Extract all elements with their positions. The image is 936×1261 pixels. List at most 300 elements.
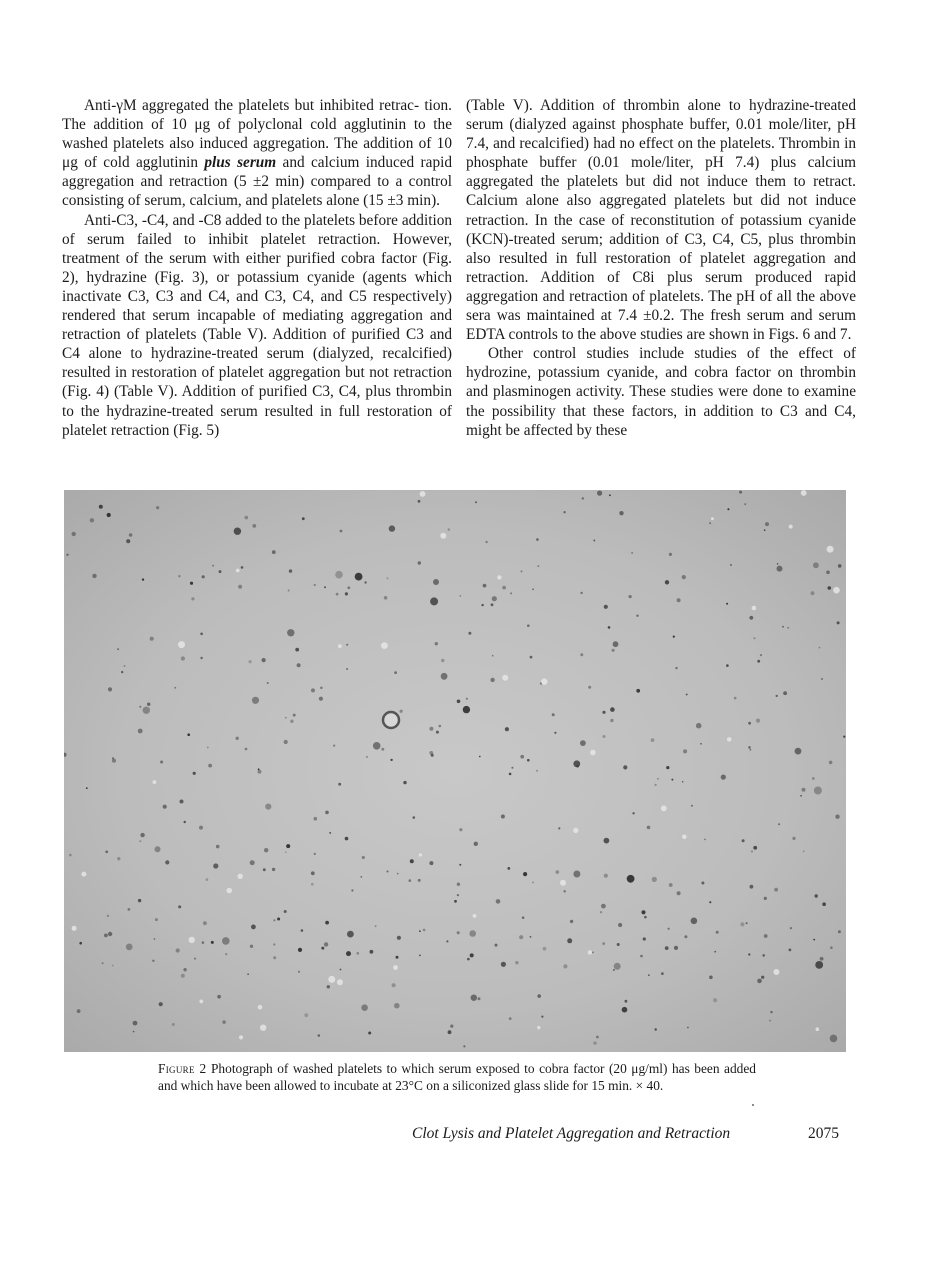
platelet-dot [285,717,287,719]
platelet-dot [826,571,830,575]
platelet-dot [345,592,348,595]
platelet-dot [288,590,290,592]
platelet-dot [265,804,271,810]
platelet-dot [665,946,669,950]
platelet-dot [470,953,474,957]
platelet-dot [346,644,348,646]
platelet-dot [457,894,459,896]
platelet-dot [530,936,532,938]
platelet-dot [502,586,506,590]
platelet-dot [285,851,287,853]
text-line: ±2 min) compared to a control consisting of serum, [62,173,452,210]
platelet-dot [619,511,623,515]
platelet-dot [742,839,745,842]
platelet-dot [459,828,462,831]
platelet-dot [112,757,114,759]
platelet-halo [189,937,195,943]
platelet-dot [222,1020,225,1023]
platelet-dot [206,878,209,881]
platelet-dot [838,564,842,568]
platelet-dot [459,864,461,866]
platelet-dot [413,816,416,819]
platelet-dot [573,760,580,767]
platelet-dot [403,781,406,784]
platelet-dot [792,837,795,840]
platelet-dot [783,691,787,695]
platelet-dot [750,885,754,889]
platelet-dot [510,592,512,594]
platelet-dot [648,974,650,976]
platelet-dot [603,735,606,738]
platelet-halo [260,1025,266,1031]
platelet-dot [450,1025,453,1028]
platelet-dot [471,995,477,1001]
platelet-dot [448,528,450,530]
platelet-dot [492,596,497,601]
platelet-dot [822,902,826,906]
platelet-dot [126,944,133,951]
platelet-dot [102,962,104,964]
platelet-dot [238,585,242,589]
platelet-dot [588,686,591,689]
platelet-dot [250,860,255,865]
platelet-dot [661,972,664,975]
platelet-dot [669,553,672,556]
platelet-dot [314,853,316,855]
platelet-dot [617,943,620,946]
platelet-dot [467,958,470,961]
platelet-dot [507,867,510,870]
platelet-dot [601,904,606,909]
platelet-halo [328,976,335,983]
platelet-dot [669,883,673,887]
platelet-dot [666,766,669,769]
platelet-dot [311,688,315,692]
platelet-dot [618,923,622,927]
platelet-dot [789,949,792,952]
platelet-dot [441,673,448,680]
platelet-dot [150,637,154,641]
platelet-dot [485,541,487,543]
platelet-dot [567,938,572,943]
platelet-dot [429,727,433,731]
platelet-dot [397,873,399,875]
platelet-dot [191,597,194,600]
platelet-dot [774,888,778,892]
platelet-dot [509,1017,512,1020]
platelet-dot [436,731,439,734]
right-text-column [466,96,856,440]
platelet-dot [138,729,143,734]
platelet-dot [520,755,524,759]
platelet-dot [709,976,713,980]
platelet-dot [104,934,108,938]
platelet-dot [604,838,610,844]
micrograph-particles [64,490,846,1052]
platelet-halo [72,926,77,931]
platelet-dot [495,944,498,947]
platelet-dot [640,955,643,958]
platelet-micrograph [64,490,846,1052]
platelet-dot [187,733,190,736]
platelet-dot [730,564,732,566]
platelet-dot [612,649,615,652]
platelet-dot [821,678,823,680]
platelet-dot [573,871,580,878]
platelet-dot [764,934,768,938]
platelet-dot [392,983,396,987]
platelet-dot [90,518,94,522]
platelet-dot [820,957,824,961]
figure-label: Figure 2 [158,1061,207,1076]
platelet-dot [713,998,717,1002]
platelet-dot [521,570,523,572]
platelet-halo [827,546,834,553]
platelet-dot [99,505,103,509]
platelet-dot [837,621,840,624]
platelet-dot [753,846,757,850]
platelet-dot [396,956,399,959]
platelet-dot [117,648,119,650]
platelet-halo [238,874,243,879]
platelet-dot [361,1004,368,1011]
platelet-dot [429,861,433,865]
platelet-dot [746,922,748,924]
platelet-dot [602,942,605,945]
platelet-dot [643,937,646,940]
platelet-dot [532,882,534,884]
platelet-dot [597,491,602,496]
platelet-halo [661,805,667,811]
platelet-dot [165,860,169,864]
platelet-dot [675,667,677,669]
platelet-dot [219,570,222,573]
platelet-dot [364,581,366,583]
platelet-dot [765,522,769,526]
platelet-dot [519,935,523,939]
platelet-dot [433,579,439,585]
platelet-dot [418,500,421,503]
platelet-dot [355,573,363,581]
platelet-dot [435,642,438,645]
platelet-dot [622,1007,628,1013]
platelet-halo [153,780,157,784]
platelet-dot [222,937,230,945]
platelet-dot [580,740,586,746]
platelet-halo [752,606,757,611]
platelet-dot [375,925,377,927]
platelet-dot [362,856,365,859]
platelet-dot [107,915,109,917]
platelet-dot [314,584,316,586]
platelet-dot [207,747,209,749]
platelet-dot [748,722,751,725]
platelet-dot [72,532,76,536]
platelet-dot [684,935,687,938]
platelet-dot [142,578,144,580]
page-number: 2075 [808,1125,839,1142]
platelet-dot [762,954,765,957]
platelet-dot [430,597,438,605]
platelet-dot [632,812,634,814]
platelet-dot [190,582,193,585]
platelet-dot [726,664,729,667]
platelet-dot [159,1002,163,1006]
platelet-dot [830,946,833,949]
platelet-halo [711,517,714,520]
platelet-dot [491,603,494,606]
platelet-dot [147,703,150,706]
platelet-dot [665,580,669,584]
right-paragraph-2: Other control studies include studies of the effect of hydrozine, potassium cyanide, and cobra factor on thrombin and plasminogen activity. These studies were done to examine the possibility that these factors, in addition to C3 and C4, might be affected by these [466,345,856,439]
platelet-halo [682,835,687,840]
platelet-dot [479,756,481,758]
platelet-dot [174,687,176,689]
platelet-dot [346,668,348,670]
platelet-dot [176,948,180,952]
platelet-dot [714,951,716,953]
platelet-dot [324,586,326,588]
platelet-dot [563,964,567,968]
platelet-dot [674,946,678,950]
platelet-dot [247,973,249,975]
platelet-dot [536,538,539,541]
platelet-dot [107,513,111,517]
platelet-dot [69,854,72,857]
platelet-dot [152,960,154,962]
platelet-dot [400,710,403,713]
platelet-halo [236,569,240,573]
platelet-dot [311,871,315,875]
platelet-dot [347,586,350,589]
platelet-dot [819,647,821,649]
platelet-dot [178,905,181,908]
platelet-dot [181,974,185,978]
platelet-dot [463,706,470,713]
platelet-dot [523,872,527,876]
platelet-halo [393,965,398,970]
platelet-dot [709,901,711,903]
platelet-dot [835,815,839,819]
platelet-dot [457,931,460,934]
platelet-dot [117,857,120,860]
platelet-dot [140,833,144,837]
platelet-dot [410,859,414,863]
figure-caption-text: Photograph of washed platelets to which serum exposed to cobra factor (20 μg/ml) has been added and which have been allowed to incubate at 23°C on a siliconized glass slide for 15 min. × 40. [158,1061,756,1093]
platelet-dot [721,775,726,780]
platelet-dot [756,719,760,723]
platelet-dot [126,539,130,543]
platelet-dot [463,1045,465,1047]
platelet-dot [802,788,806,792]
platelet-dot [790,927,792,929]
platelet-dot [249,660,252,663]
platelet-dot [757,660,760,663]
platelet-dot [286,844,290,848]
platelet-dot [511,767,513,769]
platelet-dot [143,707,150,714]
platelet-dot [608,626,611,629]
platelet-dot [830,1035,838,1043]
platelet-dot [92,574,96,578]
left-text-column [62,96,452,440]
platelet-dot [155,846,161,852]
platelet-dot [641,910,645,914]
platelet-halo [816,1027,820,1031]
platelet-dot [682,575,686,579]
platelet-dot [629,595,632,598]
platelet-halo [178,641,185,648]
platelet-dot [64,753,67,757]
platelet-dot [505,727,509,731]
platelet-dot [593,540,595,542]
platelet-dot [800,795,802,797]
platelet-halo [440,533,446,539]
platelet-dot [668,928,670,930]
platelet-dot [760,654,762,656]
platelet-dot [682,781,684,783]
platelet-dot [236,737,239,740]
platelet-dot [314,817,318,821]
platelet-dot [812,777,815,780]
platelet-dot [272,868,275,871]
platelet-dot [687,1027,689,1029]
platelet-dot [86,787,88,789]
platelet-dot [345,837,349,841]
platelet-dot [748,953,750,955]
platelet-dot [200,633,203,636]
platelet-dot [320,687,323,690]
platelet-dot [302,517,305,520]
platelet-dot [181,656,185,660]
platelet-dot [744,503,746,505]
platelet-dot [194,958,196,960]
platelet-dot [686,694,688,696]
platelet-dot [764,529,766,531]
platelet-dot [128,908,131,911]
platelet-halo [573,828,578,833]
platelet-dot [133,1031,135,1033]
platelet-dot [753,637,755,639]
platelet-halo [541,678,547,684]
platelet-dot [596,1036,599,1039]
platelet-dot [468,632,471,635]
platelet-dot [429,751,433,755]
platelet-dot [357,952,360,955]
platelet-dot [610,719,613,722]
platelet-halo [502,675,508,681]
platelet-dot [202,575,205,578]
platelet-dot [815,961,823,969]
platelet-dot [750,749,752,751]
platelet-dot [537,994,541,998]
platelet-dot [481,604,483,606]
platelet-dot [250,945,253,948]
platelet-dot [419,930,421,932]
platelet-dot [338,783,341,786]
platelet-dot [446,940,448,942]
platelet-dot [651,738,655,742]
platelet-dot [289,569,292,572]
platelet-dot [522,916,525,919]
right-paragraph-1: (Table V). Addition of thrombin alone to hydrazine-treated serum (dialyzed against phosphate buffer, 0.01 mole/liter, pH 7.4, and recalcified) had no effect on the platelets. Thrombin in phosphate buffer (0.01 mole/liter, pH 7.4) plus calcium aggregated the platelets but did not induce them to retract. Calcium alone also aggregated platelets but did not induce retraction. In the case of reconstitution of potassium cyanide (KCN)-treated serum; addition of C3, C4, C5, plus thrombin also resulted in full restoration of platelet aggregation and retraction. Addition of C8i plus serum produced rapid aggregation and retraction of platelets. The pH of all the above sera was maintained at 7.4 ±0.2. The fresh serum and serum EDTA controls to the above studies are shown in Figs. 6 and 7. [466,97,856,344]
platelet-dot [258,768,260,770]
platelet-dot [133,1021,138,1026]
platelet-dot [457,883,460,886]
platelet-dot [530,656,533,659]
platelet-dot [193,772,196,775]
platelet-dot [409,879,412,882]
platelet-dot [610,707,615,712]
platelet-dot [558,827,560,829]
platelet-dot [394,671,397,674]
platelet-dot [112,965,114,967]
platelet-dot [368,1032,371,1035]
platelet-dot [327,985,330,988]
platelet-dot [709,522,711,524]
platelet-dot [613,969,615,971]
platelet-dot [478,997,481,1000]
platelet-dot [751,850,753,852]
platelet-dot [636,615,638,617]
platelet-dot [121,671,123,673]
platelet-dot [251,925,256,930]
platelet-dot [454,900,457,903]
platelet-dot [389,525,395,531]
platelet-dot [726,603,728,605]
platelet-dot [245,516,249,520]
platelet-dot [105,851,108,854]
text-line: to the washed platelets also induced aggregation. The [62,116,452,153]
platelet-dot [748,746,751,749]
platelet-dot [77,1009,81,1013]
platelet-dot [351,889,353,891]
platelet-dot [704,839,706,841]
platelet-dot [469,930,476,937]
platelet-dot [66,554,68,556]
platelet-dot [180,800,184,804]
platelet-dot [813,562,819,568]
platelet-dot [290,720,293,723]
platelet-halo [381,642,388,649]
platelet-dot [272,550,276,554]
platelet-dot [298,948,302,952]
platelet-dot [696,723,702,729]
platelet-dot [814,787,822,795]
platelet-dot [580,592,582,594]
running-head: Clot Lysis and Platelet Aggregation and Retraction [412,1125,731,1142]
platelet-halo [727,737,732,742]
platelet-dot [267,682,269,684]
platelet-dot [273,943,275,945]
platelet-dot [501,815,505,819]
left-paragraph-2: Anti-C3, -C4, and -C8 added to the platelets before addition of serum failed to inhibit platelet retraction. However, treatment of the serum with either purified cobra factor (Fig. 2), hydrazine (Fig. 3), or potassium cyanide (agents which inactivate C3, C3 and C4, and C3, C4, and C5 respectively) rendered that serum incapable of mediating aggregation and retraction of platelets (Table V). Addition of purified C3 and C4 alone to hydrazine-treated serum (dialyzed, recalcified) resulted in restoration of platelet aggregation but not retraction (Fig. 4) (Table V). Addition of purified C3, C4, plus thrombin to the hydrazine-treated serum resulted in full restoration of platelet retraction (Fig. 5) [62,211,452,439]
platelet-dot [459,595,461,597]
platelet-dot [284,910,287,913]
platelet-dot [570,920,573,923]
platelet-dot [604,874,608,878]
platelet-dot [387,871,389,873]
platelet-dot [336,593,339,596]
text-line: addition of 10 μg of cold agglutinin [62,135,452,172]
platelet-dot [778,823,780,825]
platelet-dot [360,876,362,878]
platelet-halo [338,644,342,648]
platelet-dot [301,929,304,932]
platelet-dot [163,805,167,809]
platelet-dot [655,784,657,786]
platelet-dot [795,748,802,755]
